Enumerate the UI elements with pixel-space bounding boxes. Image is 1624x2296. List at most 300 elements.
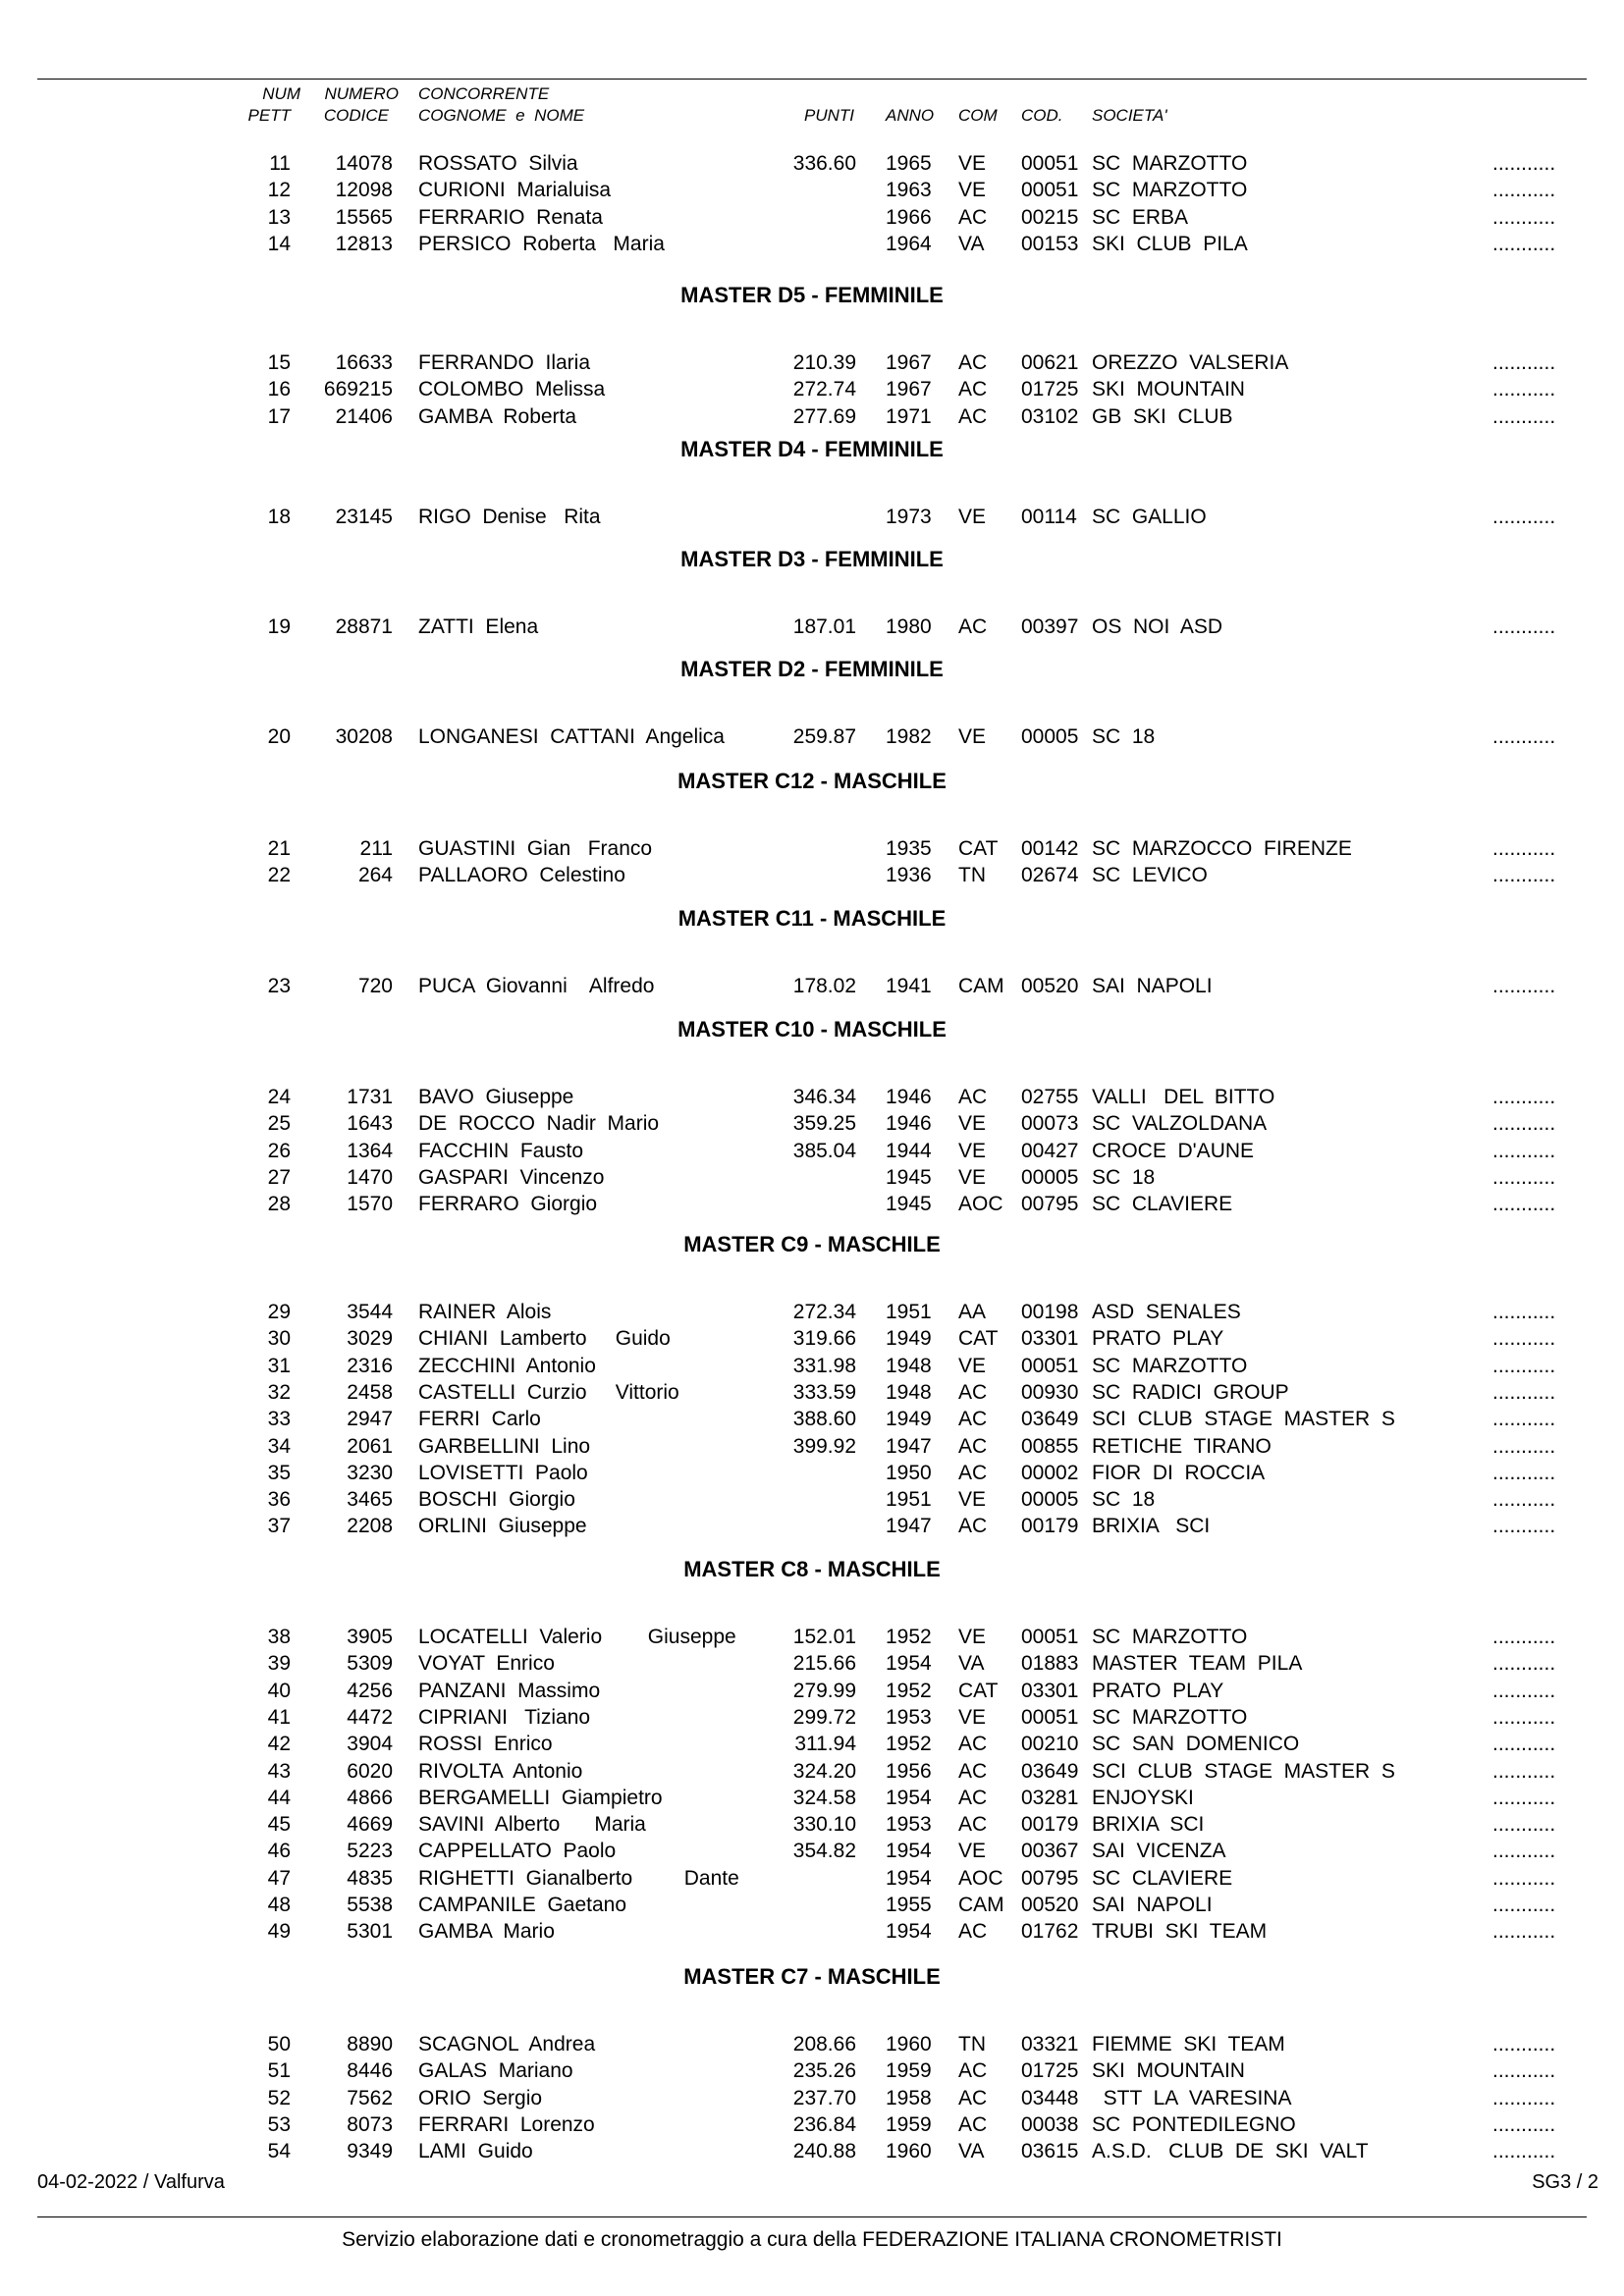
points: 259.87: [792, 725, 856, 748]
time-placeholder: ...........: [1492, 404, 1556, 428]
points: 178.02: [792, 975, 856, 997]
club-name: SC MARZOTTO: [1092, 1354, 1248, 1377]
club-name: SC PONTEDILEGNO: [1092, 2112, 1296, 2136]
club-name: SC MARZOTTO: [1092, 1626, 1248, 1648]
committee: AC: [958, 2059, 988, 2083]
committee: AC: [958, 378, 988, 401]
time-placeholder: ...........: [1492, 1840, 1556, 1863]
birth-year: 1947: [886, 1434, 932, 1458]
header-punti: PUNTI: [804, 106, 854, 125]
club-code: 03321: [1021, 2033, 1079, 2056]
committee: VE: [958, 1354, 987, 1377]
club-name: SC MARZOCCO FIRENZE: [1092, 837, 1352, 860]
athlete-code: 3230: [347, 1461, 393, 1484]
time-placeholder: ...........: [1492, 1354, 1556, 1377]
header-pett: PETT: [247, 106, 291, 125]
bib-number: 35: [267, 1461, 291, 1484]
time-placeholder: ...........: [1492, 232, 1556, 255]
committee: CAM: [958, 975, 1004, 997]
club-name: OREZZO VALSERIA: [1092, 351, 1289, 374]
bib-number: 47: [267, 1866, 291, 1890]
athlete-name: PALLAORO Celestino: [418, 864, 625, 887]
athlete-code: 12813: [335, 232, 393, 255]
bib-number: 42: [267, 1733, 291, 1756]
header-cognome-nome: COGNOME e NOME: [418, 106, 585, 125]
bib-number: 34: [267, 1434, 291, 1458]
club-name: OS NOI ASD: [1092, 615, 1223, 638]
time-placeholder: ...........: [1492, 837, 1556, 860]
birth-year: 1954: [886, 1866, 932, 1890]
committee: AC: [958, 1086, 988, 1108]
birth-year: 1973: [886, 506, 932, 528]
club-name: SCI CLUB STAGE MASTER S: [1092, 1408, 1395, 1431]
committee: AC: [958, 2112, 988, 2136]
athlete-code: 1731: [347, 1086, 393, 1108]
bib-number: 13: [267, 205, 291, 229]
time-placeholder: ...........: [1492, 1733, 1556, 1756]
club-code: 00397: [1021, 615, 1079, 638]
footer-page-number: SG3 / 2: [1532, 2171, 1598, 2193]
header-num: NUM: [262, 84, 300, 103]
committee: VA: [958, 2140, 985, 2163]
club-code: 00051: [1021, 179, 1079, 202]
bib-number: 25: [267, 1112, 291, 1136]
birth-year: 1954: [886, 1786, 932, 1809]
athlete-code: 1470: [347, 1165, 393, 1189]
committee: AC: [958, 205, 988, 229]
bib-number: 52: [267, 2086, 291, 2109]
club-name: CROCE D'AUNE: [1092, 1139, 1255, 1162]
birth-year: 1960: [886, 2033, 932, 2056]
birth-year: 1946: [886, 1086, 932, 1108]
club-code: 02674: [1021, 864, 1079, 887]
athlete-name: PERSICO Roberta Maria: [418, 232, 665, 255]
footer-date-place: 04-02-2022 / Valfurva: [37, 2171, 225, 2193]
bib-number: 26: [267, 1139, 291, 1162]
header-societa: SOCIETA': [1092, 106, 1167, 125]
birth-year: 1964: [886, 232, 932, 255]
athlete-code: 15565: [335, 205, 393, 229]
points: 319.66: [792, 1327, 856, 1351]
club-code: 00210: [1021, 1733, 1079, 1756]
points: 272.34: [792, 1301, 856, 1323]
birth-year: 1952: [886, 1626, 932, 1648]
points: 279.99: [792, 1679, 856, 1702]
committee: AC: [958, 1408, 988, 1431]
athlete-code: 3544: [347, 1301, 393, 1323]
athlete-code: 1570: [347, 1193, 393, 1216]
athlete-code: 211: [359, 837, 393, 860]
committee: VE: [958, 1626, 987, 1648]
birth-year: 1966: [886, 205, 932, 229]
athlete-name: FERRARO Giorgio: [418, 1193, 598, 1216]
bib-number: 49: [267, 1920, 291, 1944]
birth-year: 1951: [886, 1488, 932, 1512]
birth-year: 1949: [886, 1408, 932, 1431]
bottom-rule: [37, 2216, 1587, 2217]
club-name: SAI NAPOLI: [1092, 975, 1213, 997]
committee: AC: [958, 1786, 988, 1809]
points: 331.98: [792, 1354, 856, 1377]
bib-number: 28: [267, 1193, 291, 1216]
committee: AC: [958, 1759, 988, 1783]
athlete-name: GAMBA Roberta: [418, 404, 577, 428]
committee: AC: [958, 1515, 988, 1538]
athlete-name: ORLINI Giuseppe: [418, 1515, 587, 1538]
time-placeholder: ...........: [1492, 1894, 1556, 1916]
club-name: SC 18: [1092, 1165, 1156, 1189]
bib-number: 43: [267, 1759, 291, 1783]
club-code: 00795: [1021, 1866, 1079, 1890]
athlete-code: 4669: [347, 1813, 393, 1837]
section-heading: MASTER C11 - MASCHILE: [677, 906, 947, 931]
committee: VE: [958, 1139, 987, 1162]
bib-number: 23: [267, 975, 291, 997]
athlete-code: 9349: [347, 2140, 393, 2163]
club-code: 00153: [1021, 232, 1079, 255]
club-name: FIEMME SKI TEAM: [1092, 2033, 1285, 2056]
athlete-code: 23145: [335, 506, 393, 528]
athlete-name: FACCHIN Fausto: [418, 1139, 584, 1162]
points: 187.01: [792, 615, 856, 638]
bib-number: 44: [267, 1786, 291, 1809]
club-code: 01883: [1021, 1652, 1079, 1676]
club-name: SCI CLUB STAGE MASTER S: [1092, 1759, 1395, 1783]
committee: TN: [958, 2033, 986, 2056]
bib-number: 53: [267, 2112, 291, 2136]
club-name: SAI NAPOLI: [1092, 1894, 1213, 1916]
club-code: 00005: [1021, 725, 1079, 748]
club-name: FIOR DI ROCCIA: [1092, 1461, 1266, 1484]
athlete-code: 2458: [347, 1380, 393, 1404]
time-placeholder: ...........: [1492, 152, 1556, 175]
time-placeholder: ...........: [1492, 1488, 1556, 1512]
club-code: 02755: [1021, 1086, 1079, 1108]
club-code: 00002: [1021, 1461, 1079, 1484]
club-code: 03281: [1021, 1786, 1079, 1809]
time-placeholder: ...........: [1492, 1086, 1556, 1108]
committee: VE: [958, 152, 987, 175]
club-code: 00215: [1021, 205, 1079, 229]
club-name: GB SKI CLUB: [1092, 404, 1233, 428]
club-name: PRATO PLAY: [1092, 1679, 1224, 1702]
club-name: SC CLAVIERE: [1092, 1866, 1233, 1890]
birth-year: 1935: [886, 837, 932, 860]
club-name: SC RADICI GROUP: [1092, 1380, 1289, 1404]
club-name: SC CLAVIERE: [1092, 1193, 1233, 1216]
section-heading: MASTER D2 - FEMMINILE: [680, 657, 944, 681]
points: 354.82: [792, 1840, 856, 1863]
committee: AOC: [958, 1193, 1003, 1216]
bib-number: 12: [267, 179, 291, 202]
club-code: 00051: [1021, 152, 1079, 175]
club-code: 01762: [1021, 1920, 1079, 1944]
bib-number: 48: [267, 1894, 291, 1916]
birth-year: 1955: [886, 1894, 932, 1916]
time-placeholder: ...........: [1492, 1165, 1556, 1189]
club-name: SKI MOUNTAIN: [1092, 378, 1245, 401]
club-code: 03301: [1021, 1327, 1079, 1351]
time-placeholder: ...........: [1492, 378, 1556, 401]
committee: AC: [958, 2086, 988, 2109]
bib-number: 36: [267, 1488, 291, 1512]
section-heading: MASTER D4 - FEMMINILE: [680, 437, 944, 461]
points: 333.59: [792, 1380, 856, 1404]
athlete-name: COLOMBO Melissa: [418, 378, 606, 401]
points: 324.20: [792, 1759, 856, 1783]
club-code: 00520: [1021, 1894, 1079, 1916]
time-placeholder: ...........: [1492, 1112, 1556, 1136]
points: 330.10: [792, 1813, 856, 1837]
club-code: 03615: [1021, 2140, 1079, 2163]
athlete-name: CIPRIANI Tiziano: [418, 1705, 591, 1729]
time-placeholder: ...........: [1492, 1626, 1556, 1648]
bib-number: 45: [267, 1813, 291, 1837]
club-code: 00005: [1021, 1165, 1079, 1189]
time-placeholder: ...........: [1492, 1193, 1556, 1216]
athlete-code: 264: [357, 864, 393, 887]
bib-number: 24: [267, 1086, 291, 1108]
committee: AC: [958, 1434, 988, 1458]
committee: VA: [958, 1652, 985, 1676]
club-code: 00367: [1021, 1840, 1079, 1863]
bib-number: 33: [267, 1408, 291, 1431]
points: 346.34: [792, 1086, 856, 1108]
time-placeholder: ...........: [1492, 2059, 1556, 2083]
committee: VE: [958, 506, 987, 528]
time-placeholder: ...........: [1492, 205, 1556, 229]
time-placeholder: ...........: [1492, 1327, 1556, 1351]
athlete-code: 669215: [323, 378, 393, 401]
bib-number: 18: [267, 506, 291, 528]
club-name: SC GALLIO: [1092, 506, 1207, 528]
birth-year: 1954: [886, 1920, 932, 1944]
committee: AOC: [958, 1866, 1003, 1890]
club-name: SKI MOUNTAIN: [1092, 2059, 1245, 2083]
birth-year: 1948: [886, 1380, 932, 1404]
time-placeholder: ...........: [1492, 725, 1556, 748]
committee: AC: [958, 404, 988, 428]
time-placeholder: ...........: [1492, 1866, 1556, 1890]
athlete-code: 4835: [347, 1866, 393, 1890]
time-placeholder: ...........: [1492, 179, 1556, 202]
header-cod: COD.: [1021, 106, 1063, 125]
time-placeholder: ...........: [1492, 1652, 1556, 1676]
bib-number: 11: [269, 152, 291, 175]
birth-year: 1963: [886, 179, 932, 202]
committee: VE: [958, 725, 987, 748]
header-codice: CODICE: [323, 106, 389, 125]
athlete-name: BOSCHI Giorgio: [418, 1488, 575, 1512]
birth-year: 1959: [886, 2059, 932, 2083]
athlete-name: SAVINI Alberto Maria: [418, 1813, 646, 1837]
athlete-name: FERRARIO Renata: [418, 205, 603, 229]
athlete-name: FERRARI Lorenzo: [418, 2112, 595, 2136]
club-code: 00114: [1021, 506, 1077, 528]
birth-year: 1947: [886, 1515, 932, 1538]
athlete-name: LOVISETTI Paolo: [418, 1461, 588, 1484]
committee: CAM: [958, 1894, 1004, 1916]
bib-number: 19: [267, 615, 291, 638]
time-placeholder: ...........: [1492, 2086, 1556, 2109]
club-name: ENJOYSKI: [1092, 1786, 1194, 1809]
committee: TN: [958, 864, 986, 887]
athlete-code: 4866: [347, 1786, 393, 1809]
points: 152.01: [792, 1626, 856, 1648]
athlete-code: 5538: [347, 1894, 393, 1916]
club-code: 00038: [1021, 2112, 1079, 2136]
birth-year: 1954: [886, 1652, 932, 1676]
athlete-name: ZATTI Elena: [418, 615, 539, 638]
athlete-code: 4472: [347, 1705, 393, 1729]
club-code: 00179: [1021, 1813, 1079, 1837]
athlete-code: 2208: [347, 1515, 393, 1538]
bib-number: 16: [267, 378, 291, 401]
committee: AC: [958, 1920, 988, 1944]
points: 385.04: [792, 1139, 856, 1162]
club-code: 00051: [1021, 1705, 1079, 1729]
club-code: 00005: [1021, 1488, 1079, 1512]
time-placeholder: ...........: [1492, 2140, 1556, 2163]
committee: AC: [958, 1461, 988, 1484]
club-name: VALLI DEL BITTO: [1092, 1086, 1275, 1108]
birth-year: 1945: [886, 1165, 932, 1189]
section-heading: MASTER C8 - MASCHILE: [683, 1557, 941, 1581]
athlete-name: SCAGNOL Andrea: [418, 2033, 596, 2056]
birth-year: 1953: [886, 1813, 932, 1837]
time-placeholder: ...........: [1492, 506, 1556, 528]
points: 272.74: [792, 378, 856, 401]
time-placeholder: ...........: [1492, 1434, 1556, 1458]
committee: AC: [958, 351, 988, 374]
club-code: 00930: [1021, 1380, 1079, 1404]
birth-year: 1965: [886, 152, 932, 175]
section-heading: MASTER C12 - MASCHILE: [677, 769, 947, 793]
athlete-code: 3905: [347, 1626, 393, 1648]
athlete-name: GAMBA Mario: [418, 1920, 555, 1944]
athlete-code: 5301: [347, 1920, 393, 1944]
top-rule: [37, 79, 1587, 80]
athlete-name: CAPPELLATO Paolo: [418, 1840, 617, 1863]
club-name: SC 18: [1092, 725, 1156, 748]
birth-year: 1948: [886, 1354, 932, 1377]
athlete-code: 1364: [347, 1139, 393, 1162]
time-placeholder: ...........: [1492, 1139, 1556, 1162]
athlete-name: LOCATELLI Valerio Giuseppe: [418, 1626, 736, 1648]
time-placeholder: ...........: [1492, 351, 1556, 374]
bib-number: 29: [267, 1301, 291, 1323]
club-name: MASTER TEAM PILA: [1092, 1652, 1303, 1676]
athlete-name: ROSSI Enrico: [418, 1733, 553, 1756]
athlete-code: 21406: [335, 404, 393, 428]
points: 237.70: [792, 2086, 856, 2109]
committee: VE: [958, 179, 987, 202]
points: 359.25: [792, 1112, 856, 1136]
time-placeholder: ...........: [1492, 615, 1556, 638]
points: 235.26: [792, 2059, 856, 2083]
athlete-name: CHIANI Lamberto Guido: [418, 1327, 671, 1351]
club-code: 03649: [1021, 1408, 1079, 1431]
time-placeholder: ...........: [1492, 2112, 1556, 2136]
birth-year: 1953: [886, 1705, 932, 1729]
bib-number: 14: [267, 232, 291, 255]
birth-year: 1967: [886, 351, 932, 374]
birth-year: 1951: [886, 1301, 932, 1323]
club-code: 01725: [1021, 2059, 1079, 2083]
athlete-code: 2947: [347, 1408, 393, 1431]
athlete-name: PUCA Giovanni Alfredo: [418, 975, 655, 997]
athlete-code: 4256: [347, 1679, 393, 1702]
committee: CAT: [958, 1327, 999, 1351]
athlete-name: BAVO Giuseppe: [418, 1086, 574, 1108]
time-placeholder: ...........: [1492, 975, 1556, 997]
header-numero: NUMERO: [324, 84, 399, 103]
birth-year: 1958: [886, 2086, 932, 2109]
points: 240.88: [792, 2140, 856, 2163]
bib-number: 39: [267, 1652, 291, 1676]
athlete-name: BERGAMELLI Giampietro: [418, 1786, 663, 1809]
committee: VA: [958, 232, 985, 255]
committee: VE: [958, 1112, 987, 1136]
time-placeholder: ...........: [1492, 1813, 1556, 1837]
birth-year: 1952: [886, 1733, 932, 1756]
club-name: A.S.D. CLUB DE SKI VALT: [1092, 2140, 1369, 2163]
birth-year: 1949: [886, 1327, 932, 1351]
club-name: SC ERBA: [1092, 205, 1189, 229]
club-code: 00621: [1021, 351, 1079, 374]
time-placeholder: ...........: [1492, 1408, 1556, 1431]
bib-number: 17: [267, 404, 291, 428]
club-code: 03649: [1021, 1759, 1079, 1783]
birth-year: 1950: [886, 1461, 932, 1484]
bib-number: 22: [267, 864, 291, 887]
bib-number: 37: [267, 1515, 291, 1538]
birth-year: 1960: [886, 2140, 932, 2163]
bib-number: 31: [267, 1354, 291, 1377]
athlete-code: 3465: [347, 1488, 393, 1512]
club-name: RETICHE TIRANO: [1092, 1434, 1272, 1458]
club-code: 00142: [1021, 837, 1079, 860]
club-name: SC MARZOTTO: [1092, 1705, 1248, 1729]
club-code: 00795: [1021, 1193, 1079, 1216]
points: 277.69: [792, 404, 856, 428]
section-heading: MASTER D5 - FEMMINILE: [680, 283, 944, 307]
committee: CAT: [958, 1679, 999, 1702]
athlete-code: 7562: [347, 2086, 393, 2109]
athlete-name: CAMPANILE Gaetano: [418, 1894, 627, 1916]
athlete-name: ROSSATO Silvia: [418, 152, 578, 175]
athlete-name: RAINER Alois: [418, 1301, 552, 1323]
bib-number: 54: [267, 2140, 291, 2163]
athlete-name: RIGHETTI Gianalberto Dante: [418, 1866, 739, 1890]
athlete-code: 8890: [347, 2033, 393, 2056]
club-code: 00073: [1021, 1112, 1079, 1136]
birth-year: 1967: [886, 378, 932, 401]
birth-year: 1945: [886, 1193, 932, 1216]
club-code: 03301: [1021, 1679, 1079, 1702]
bib-number: 38: [267, 1626, 291, 1648]
header-com: COM: [958, 106, 998, 125]
birth-year: 1936: [886, 864, 932, 887]
time-placeholder: ...........: [1492, 1301, 1556, 1323]
points: 236.84: [792, 2112, 856, 2136]
time-placeholder: ...........: [1492, 1786, 1556, 1809]
club-code: 00520: [1021, 975, 1079, 997]
athlete-code: 8446: [347, 2059, 393, 2083]
athlete-name: ZECCHINI Antonio: [418, 1354, 596, 1377]
points: 388.60: [792, 1408, 856, 1431]
committee: VE: [958, 1705, 987, 1729]
